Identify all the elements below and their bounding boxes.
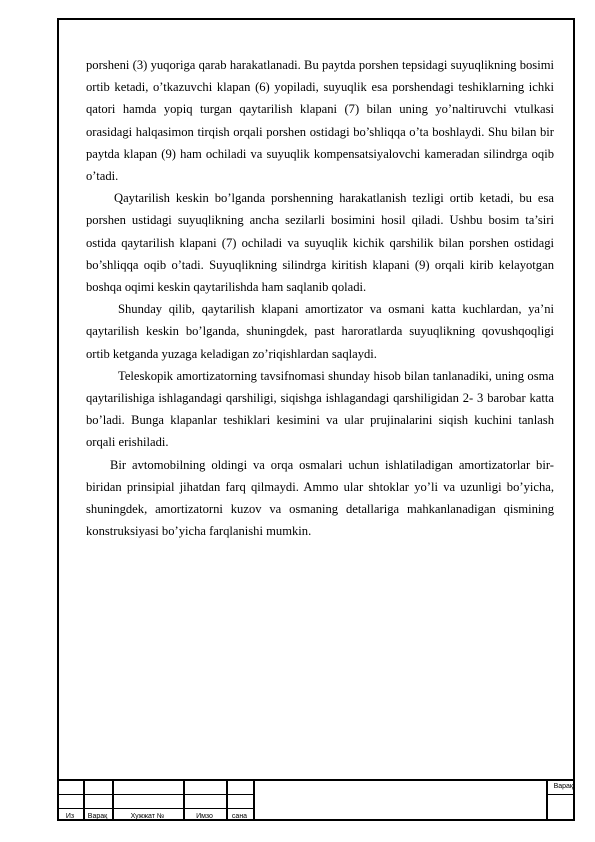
stamp-sheet-label: Варақ xyxy=(553,783,573,790)
stamp-col-hujjat: Хужжат № xyxy=(130,813,165,820)
stamp-col-iz: Из xyxy=(65,813,75,820)
paragraph-3: Shunday qilib, qaytarilish klapani amortizator va osmani katta kuchlardan, ya’ni qaytarilish keskin bo’lganda, shuningdek, past haroratlarda suyuqlikning qovushqoqligi ortib ketganda yuzaga keladigan zo’riqishlardan saqlaydi. xyxy=(86,302,554,361)
paragraph-4: Teleskopik amortizatorning tavsifnomasi shunday hisob bilan tanlanadiki, uning osma qaytarilishiga ishlagandagi qarshiligi, siqishga ishlagandagi qarshiligidan 2- 3 barobar katta bo’ladi. Bunga klapanlar teshiklari kesimini va ular prujinalarini siqish kuchini tanlash orqali erishiladi. xyxy=(86,368,554,450)
paragraph-2: Qaytarilish keskin bo’lganda porshenning harakatlanish tezligi ortib ketadi, bu esa porshen ustidagi suyuqlikning ancha sezilarli bosimini hosil qiladi. Ushbu bosim ta’siri ostida qaytarilish klapani (7) ochiladi va suyuqlik kichik qarshilik bilan porshen ostidagi bo’shliqqa oqib o’tadi. Suyuqlikning silindrga kiritish klapani (9) orqali kirib kelayotgan boshqa oqimi keskin qaytarilishda ham saqlanib qoladi. xyxy=(86,191,554,295)
document-body xyxy=(86,54,554,542)
stamp-col-imzo: Имзо xyxy=(196,813,213,820)
title-block-stamp xyxy=(57,779,575,821)
paragraph-1: porsheni (3) yuqoriga qarab harakatlanadi. Bu paytda porshen tepsidagi suyuqlikning bosimi ortib ketadi, o’tkazuvchi klapan (6) yopiladi, suyuqlik esa porshendagi teshiklarning ichki qatori hamda yopiq turgan qaytarilish klapani (7) bilan uning yo’naltiruvchi vtulkasi orasidagi halqasimon tirqish orqali porshen ostidagi bo’shliqqa o’ta boshlaydi. Shu bilan bir paytda klapan (9) ham ochiladi va suyuqlik kompensatsiyalovchi kameradan silindrga oqib o’tadi. xyxy=(86,58,554,184)
paragraph-5: Bir avtomobilning oldingi va orqa osmalari uchun ishlatiladigan amortizatorlar bir- biridan prinsipial jihatdan farq qilmaydi. Ammo ular shtoklar yo’li va uzunligi bo’yicha, shuningdek, amortizatorni kuzov va osmaning detallariga mahkanlanadigan qismining konstruksiyasi bo’yicha farqlanishi mumkin. xyxy=(86,457,554,539)
stamp-col-varaq: Варақ xyxy=(87,813,108,820)
stamp-col-sana: сана xyxy=(231,813,248,820)
